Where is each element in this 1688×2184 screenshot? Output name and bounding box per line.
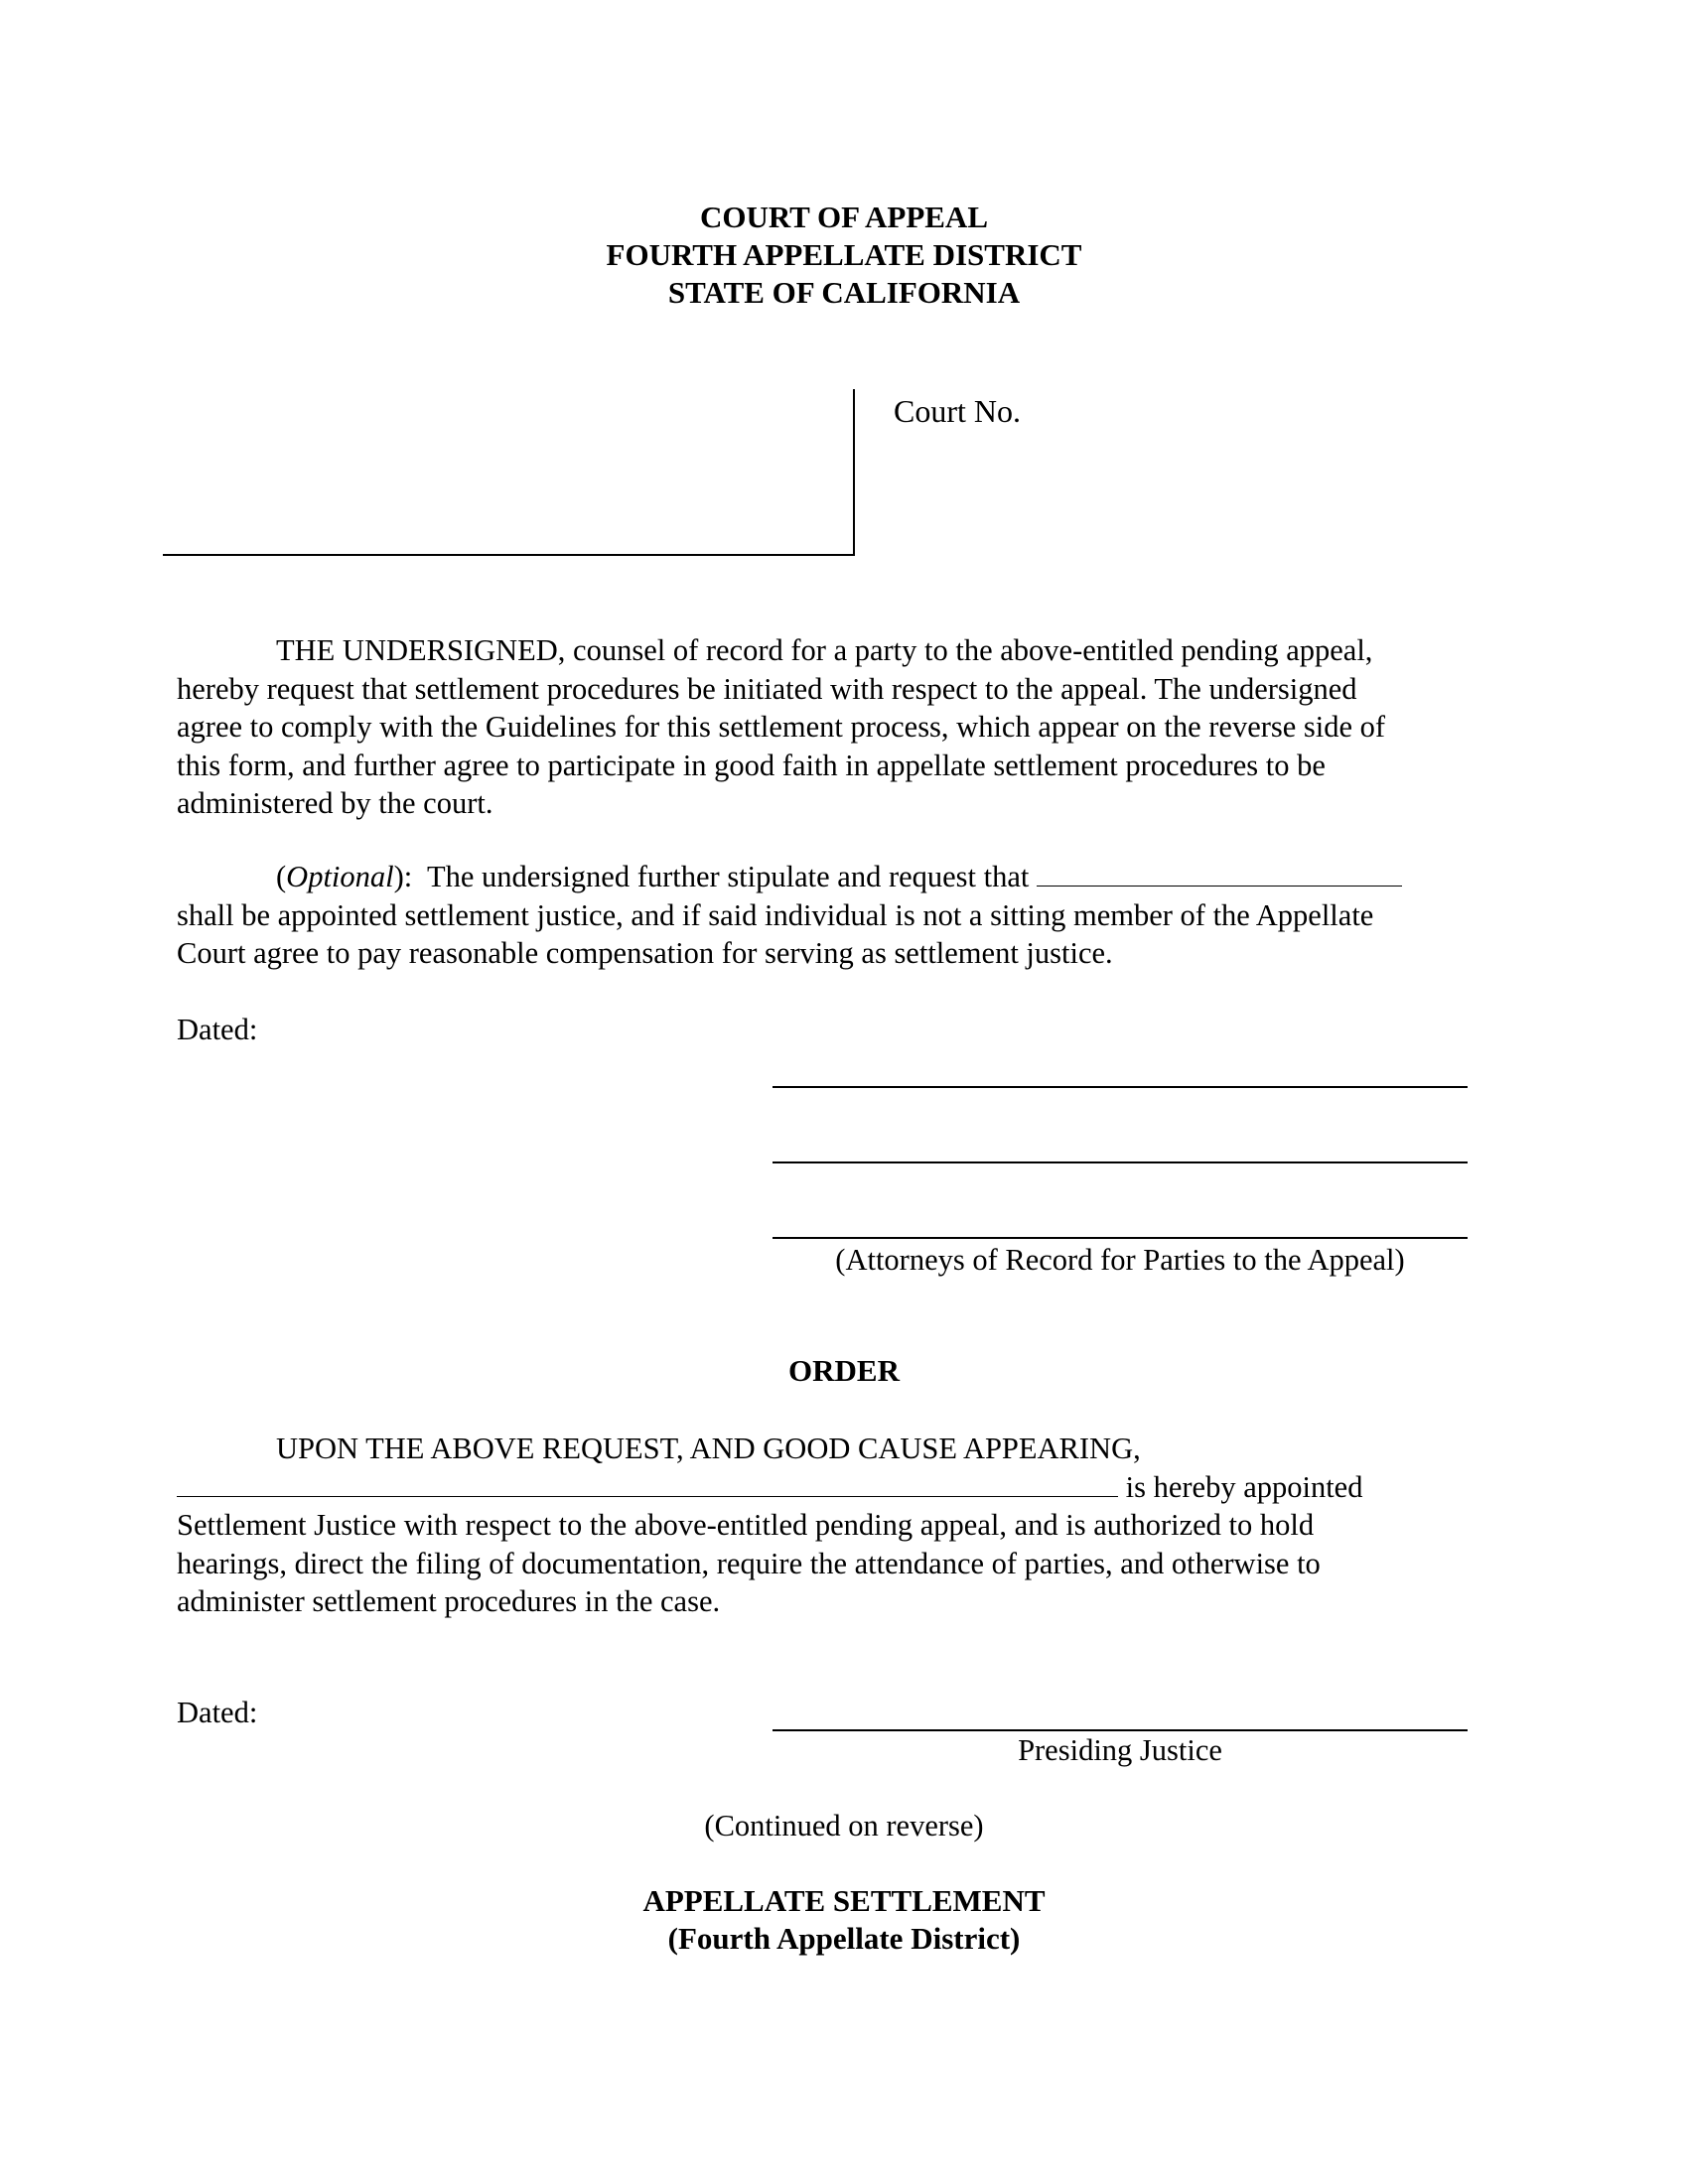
order-dated-label: Dated: [177, 1696, 258, 1729]
optional-line-2: shall be appointed settlement justice, and if said individual is not a sitting member of the Appellate [177, 897, 1374, 932]
optional-paragraph: (Optional): The undersigned further stipulate and request that shall be appointed settlement justice, and if said individual is not a sitting member of the Appellate Court agree to pay reasonable compensation for serving as settlement justice. [177, 858, 1402, 973]
settlement-title: APPELLATE SETTLEMENT [642, 1883, 1046, 1918]
attorney-signature-line-3[interactable] [773, 1237, 1468, 1239]
attorneys-caption: (Attorneys of Record for Parties to the Appeal) [835, 1243, 1405, 1277]
attorney-signature-line-1[interactable] [773, 1086, 1468, 1088]
request-line-3: agree to comply with the Guidelines for this settlement process, which appear on the reverse side of [177, 710, 1386, 744]
optional-line-1: The undersigned further stipulate and request that [426, 860, 1030, 893]
order-line-3: Settlement Justice with respect to the above-entitled pending appeal, and is authorized to hold [177, 1508, 1315, 1542]
caption-horizontal-rule [163, 554, 855, 556]
appointed-justice-blank[interactable] [177, 1468, 1118, 1497]
optional-line-3: Court agree to pay reasonable compensation for serving as settlement justice. [177, 936, 1113, 970]
state-name: STATE OF CALIFORNIA [667, 275, 1021, 310]
order-line-1: UPON THE ABOVE REQUEST, AND GOOD CAUSE APPEARING, [276, 1432, 1141, 1465]
request-dated-label: Dated: [177, 1013, 258, 1046]
continued-note: (Continued on reverse) [704, 1809, 984, 1843]
settlement-justice-name-blank[interactable] [1037, 858, 1402, 887]
district-name: FOURTH APPELLATE DISTRICT [606, 237, 1082, 272]
optional-label: Optional [286, 860, 394, 893]
request-line-4: this form, and further agree to participate in good faith in appellate settlement procedures to be [177, 748, 1326, 782]
request-paragraph [177, 631, 1385, 823]
presiding-justice-caption: Presiding Justice [1018, 1733, 1222, 1767]
court-number-label: Court No. [894, 393, 1021, 429]
order-line-5: administer settlement procedures in the case. [177, 1584, 721, 1618]
caption-vertical-rule [853, 389, 855, 556]
request-line-1: THE UNDERSIGNED, counsel of record for a party to the above-entitled pending appeal, [276, 633, 1373, 667]
order-line-4: hearings, direct the filing of documentation, require the attendance of parties, and otherwise to [177, 1546, 1321, 1580]
order-paragraph [177, 1430, 1362, 1621]
request-line-5: administered by the court. [177, 786, 493, 820]
request-line-2: hereby request that settlement procedures be initiated with respect to the appeal. The undersigned [177, 671, 1357, 706]
settlement-subtitle: (Fourth Appellate District) [667, 1921, 1021, 1956]
court-heading [0, 199, 1688, 312]
order-title: ORDER [788, 1353, 900, 1388]
order-line-2: is hereby appointed [1125, 1469, 1363, 1504]
court-name: COURT OF APPEAL [700, 200, 988, 234]
attorney-signature-line-2[interactable] [773, 1161, 1468, 1163]
